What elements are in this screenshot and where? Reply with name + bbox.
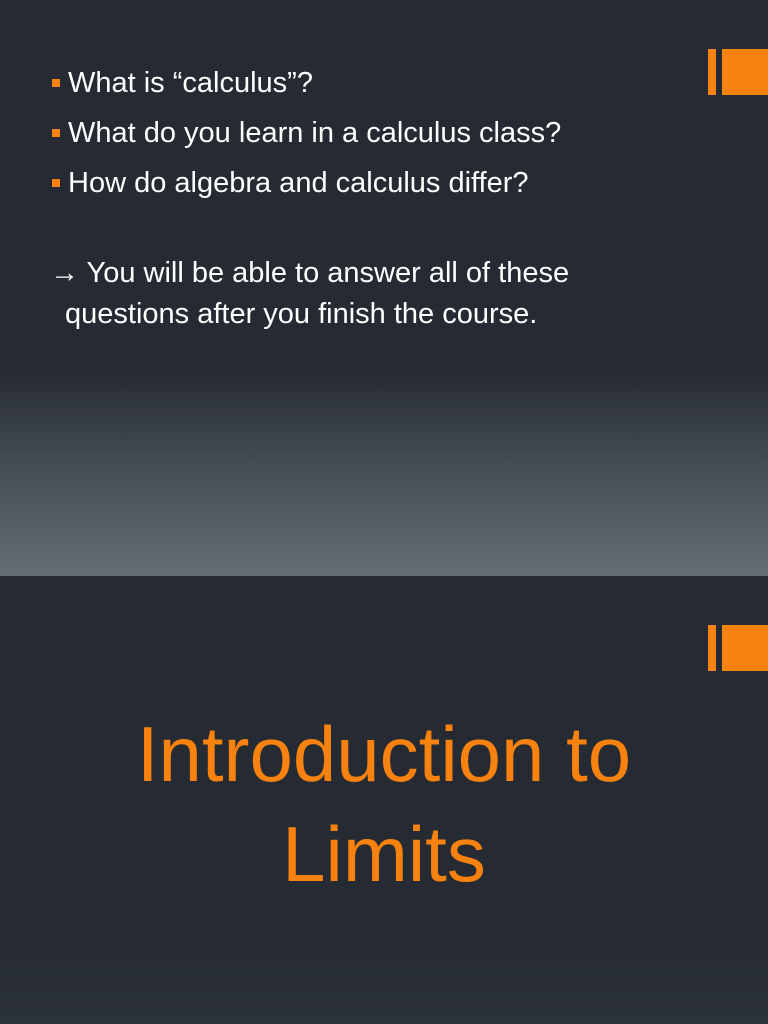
bullet-text: What is “calculus”? [68,67,313,99]
square-bullet-icon [52,179,60,187]
accent-block [722,625,768,671]
note-line-2: questions after you finish the course. [65,298,538,330]
heading-line-2: Limits [282,810,486,898]
accent-thin-bar [708,625,716,671]
slide-accent-decoration [708,625,768,671]
list-item [50,158,561,208]
heading-line-1: Introduction to [136,710,632,798]
slide-title [0,576,768,1024]
question-list [50,58,561,208]
list-item [50,108,561,158]
slide-accent-decoration [708,49,768,95]
square-bullet-icon [52,79,60,87]
course-note [50,253,730,335]
note-line-1: → You will be able to answer all of these [50,257,570,289]
square-bullet-icon [52,129,60,137]
accent-thin-bar [708,49,716,95]
accent-block [722,49,768,95]
bullet-text: How do algebra and calculus differ? [68,167,529,199]
list-item [50,58,561,108]
bullet-text: What do you learn in a calculus class? [68,117,562,149]
slide-heading [0,704,768,904]
